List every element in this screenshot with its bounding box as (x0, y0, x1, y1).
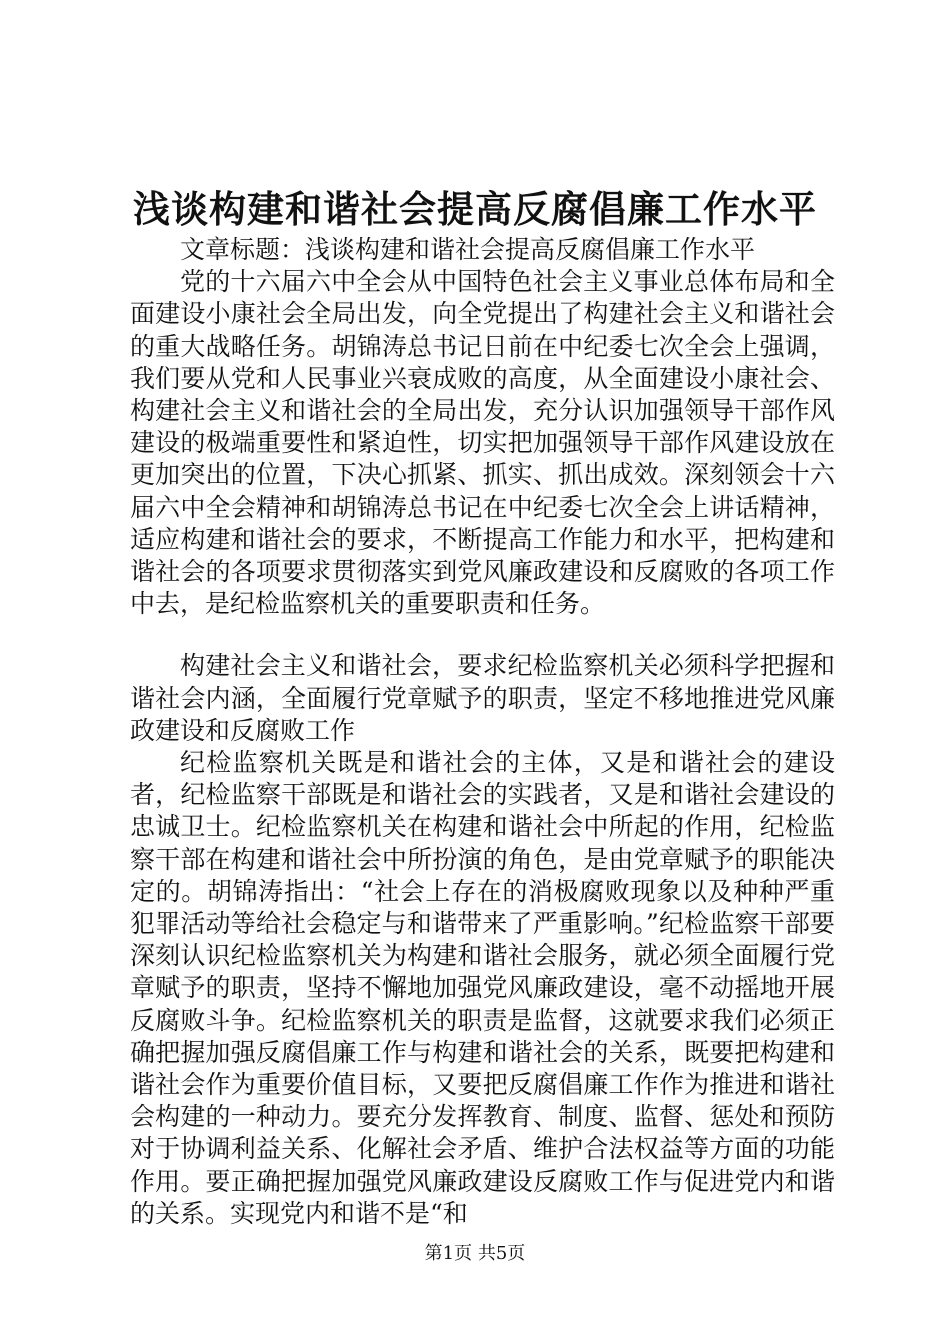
paragraph-body: 纪检监察机关既是和谐社会的主体，又是和谐社会的建设者，纪检监察干部既是和谐社会的实践者，又是和谐社会建设的忠诚卫士。纪检监察机关在构建和谐社会中所起的作用，纪检监察干部在构建和谐社会中所扮演的角色，是由党章赋予的职能决定的。胡锦涛指出：“社会上存在的消极腐败现象以及种种严重犯罪活动等给社会稳定与和谐带来了严重影响。”纪检监察干部要深刻认识纪检监察机关为构建和谐社会服务，就必须全面履行党章赋予的职责，坚持不懈地加强党风廉政建设，毫不动摇地开展反腐败斗争。纪检监察机关的职责是监督，这就要求我们必须正确把握加强反腐倡廉工作与构建和谐社会的关系，既要把构建和谐社会作为重要价值目标，又要把反腐倡廉工作作为推进和谐社会构建的一种动力。要充分发挥教育、制度、监督、惩处和预防对于协调利益关系、化解社会矛盾、维护合法权益等方面的功能作用。要正确把握加强党风廉政建设反腐败工作与促进党内和谐的关系。实现党内和谐不是“和 (130, 748, 835, 1228)
document-title: 浅谈构建和谐社会提高反腐倡廉工作水平 (133, 187, 817, 231)
section-heading: 构建社会主义和谐社会，要求纪检监察机关必须科学把握和谐社会内涵，全面履行党章赋予的职责，坚定不移地推进党风廉政建设和反腐败工作 (130, 651, 835, 745)
document-body (130, 234, 835, 1230)
article-title-line: 文章标题：浅谈构建和谐社会提高反腐倡廉工作水平 (180, 235, 756, 264)
paragraph-intro: 党的十六届六中全会从中国特色社会主义事业总体布局和全面建设小康社会全局出发，向全党提出了构建社会主义和谐社会的重大战略任务。胡锦涛总书记日前在中纪委七次全会上强调，我们要从党和人民事业兴衰成败的高度，从全面建设小康社会、构建社会主义和谐社会的全局出发，充分认识加强领导干部作风建设的极端重要性和紧迫性，切实把加强领导干部作风建设放在更加突出的位置，下决心抓紧、抓实、抓出成效。深刻领会十六届六中全会精神和胡锦涛总书记在中纪委七次全会上讲话精神，适应构建和谐社会的要求，不断提高工作能力和水平，把构建和谐社会的各项要求贯彻落实到党风廉政建设和反腐败的各项工作中去，是纪检监察机关的重要职责和任务。 (130, 267, 835, 619)
page-footer: 第1页 共5页 (424, 1243, 526, 1264)
